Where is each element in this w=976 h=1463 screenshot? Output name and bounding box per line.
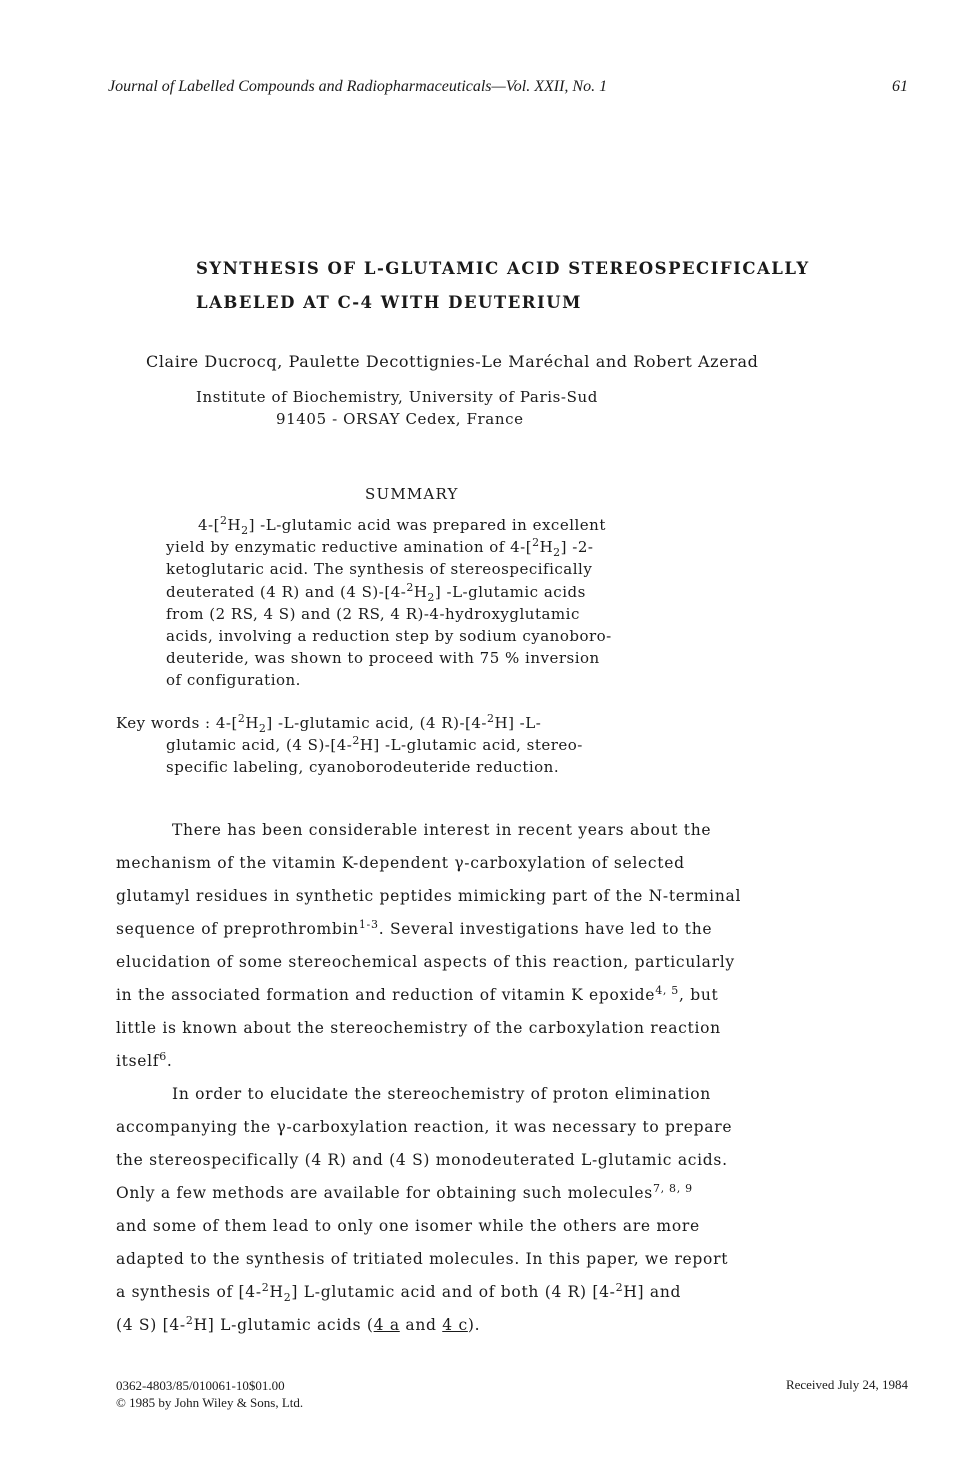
- affiliation-line-2: 91405 - ORSAY Cedex, France: [276, 410, 524, 428]
- footer-left: [116, 1377, 303, 1411]
- summary-line: ketoglutaric acid. The synthesis of stereospecifically: [166, 560, 593, 579]
- body-line: In order to elucidate the stereochemistry of proton elimination: [172, 1085, 711, 1103]
- body-line: sequence of preprothrombin$^{1-3}$. Several investigations have led to the: [116, 917, 713, 938]
- copyright: © 1985 by John Wiley & Sons, Ltd.: [116, 1395, 304, 1410]
- authors: Claire Ducrocq, Paulette Decottignies-Le Maréchal and Robert Azerad: [146, 352, 759, 371]
- body-line: Only a few methods are available for obtaining such molecules$^{7, 8, 9}$: [116, 1181, 693, 1202]
- page-number: 61: [892, 78, 908, 95]
- body-line: itself$^6$.: [116, 1049, 173, 1070]
- body-line: a synthesis of $[4-^2H_2]$ L-glutamic acid and of both (4 R) [4-$^2$H] and: [116, 1280, 682, 1305]
- title-line-1: SYNTHESIS OF L-GLUTAMIC ACID STEREOSPECIFICALLY: [196, 259, 810, 278]
- keywords: [116, 712, 583, 778]
- body-line: mechanism of the vitamin K-dependent γ-carboxylation of selected: [116, 854, 685, 872]
- body-line: in the associated formation and reduction of vitamin K epoxide$^{4, 5}$, but: [116, 983, 719, 1004]
- keywords-line: glutamic acid, (4 S)-[4-$^2$H] -L-glutamic acid, stereo-: [166, 734, 583, 754]
- body-text: [116, 814, 836, 1342]
- summary-line: yield by enzymatic reductive amination of $4-[^2H_2]$ -2-: [166, 536, 594, 560]
- summary-line: from (2 RS, 4 S) and (2 RS, 4 R)-4-hydroxyglutamic: [166, 604, 580, 623]
- body-line: glutamyl residues in synthetic peptides mimicking part of the N-terminal: [116, 887, 742, 905]
- keywords-line: Key words : $4-[^2H_2]$ -L-glutamic acid, (4 R)-[4-$^2$H] -L-: [116, 712, 542, 735]
- title-line-2: LABELED AT C-4 WITH DEUTERIUM: [196, 293, 582, 312]
- affiliation: [196, 386, 598, 430]
- body-line: (4 S) [4-$^2$H] L-glutamic acids (4 a and 4 c).: [116, 1313, 481, 1334]
- summary-line: $4-[^2H_2]$ -L-glutamic acid was prepared in excellent: [198, 514, 606, 537]
- body-line: the stereospecifically (4 R) and (4 S) monodeuterated L-glutamic acids.: [116, 1151, 728, 1169]
- body-line: There has been considerable interest in recent years about the: [172, 821, 712, 839]
- received-date: Received July 24, 1984: [785, 1377, 908, 1392]
- summary-line: acids, involving a reduction step by sodium cyanoboro-: [166, 627, 612, 646]
- summary-text: [166, 514, 711, 692]
- body-line: elucidation of some stereochemical aspects of this reaction, particularly: [116, 953, 735, 971]
- keywords-line: specific labeling, cyanoborodeuteride reduction.: [166, 758, 560, 776]
- body-line: little is known about the stereochemistry of the carboxylation reaction: [116, 1019, 721, 1037]
- body-line: accompanying the γ-carboxylation reaction, it was necessary to prepare: [116, 1118, 733, 1136]
- article-title: [196, 252, 810, 320]
- body-line: and some of them lead to only one isomer while the others are more: [116, 1217, 700, 1235]
- summary-heading: SUMMARY: [365, 485, 459, 503]
- summary-line: of configuration.: [166, 671, 301, 690]
- article-code: 0362-4803/85/010061-10$01.00: [116, 1378, 285, 1393]
- body-line: adapted to the synthesis of tritiated molecules. In this paper, we report: [116, 1250, 729, 1268]
- journal-header: Journal of Labelled Compounds and Radiopharmaceuticals—Vol. XXII, No. 1: [108, 78, 608, 95]
- summary-line: deuterated (4 R) and (4 $S)-[4-^2H_2]$ -L-glutamic acids: [166, 580, 586, 604]
- summary-line: deuteride, was shown to proceed with 75 % inversion: [166, 649, 600, 668]
- affiliation-line-1: Institute of Biochemistry, University of Paris-Sud: [196, 388, 598, 406]
